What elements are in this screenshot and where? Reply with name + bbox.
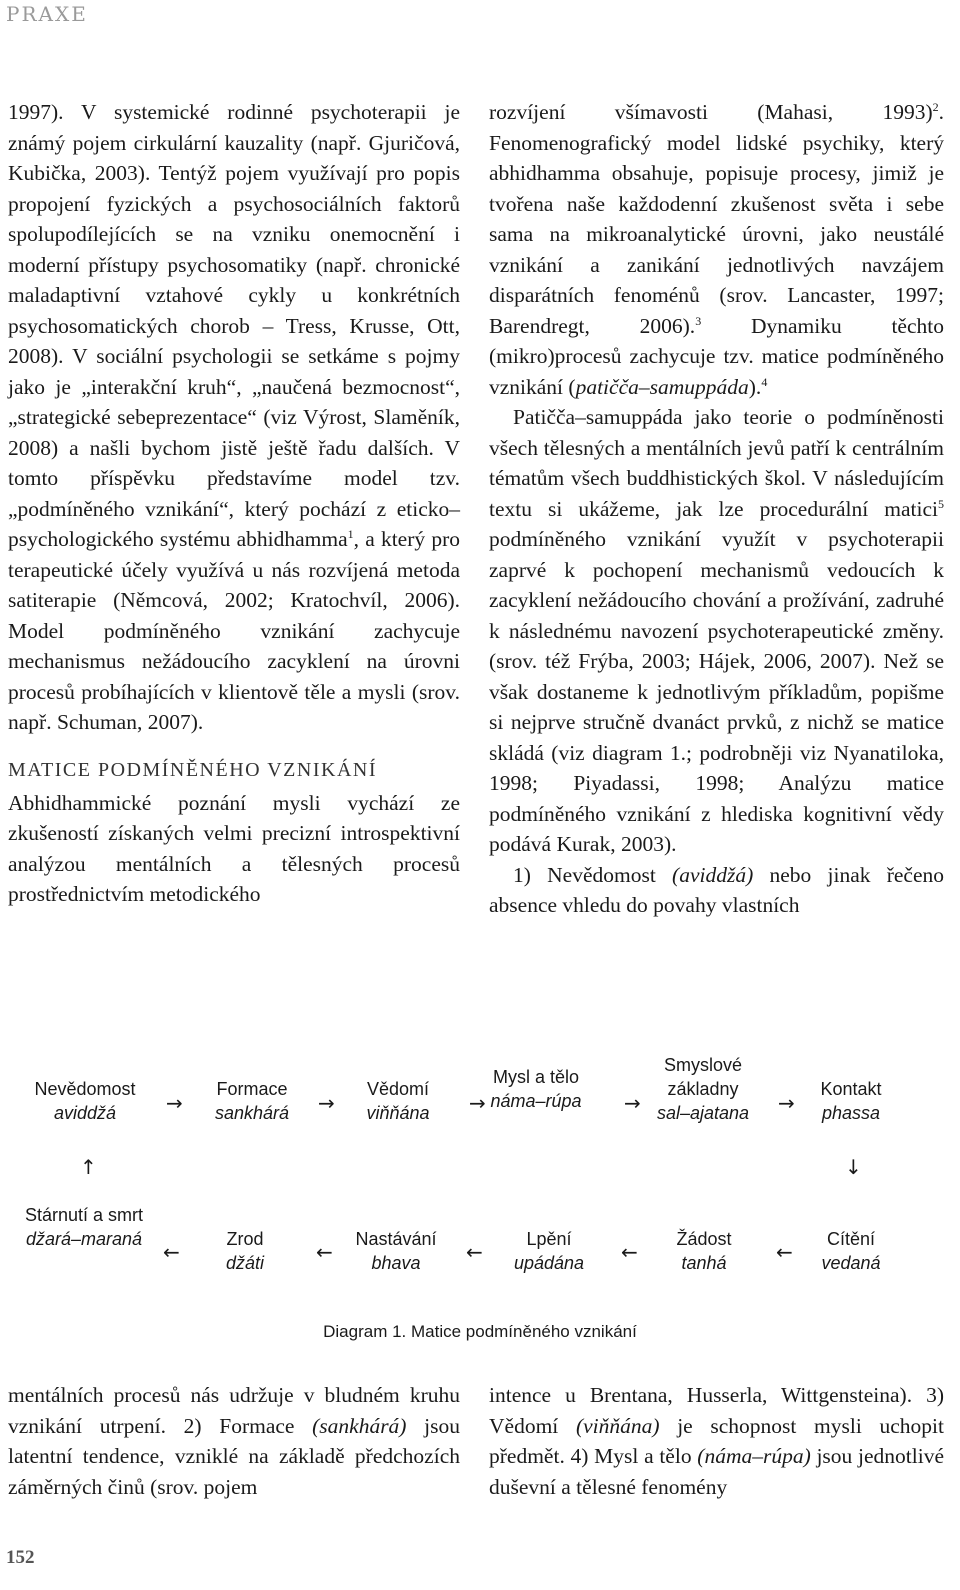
- node-nastavani: Nastávání bhava: [355, 1229, 437, 1273]
- arrow-up-icon: ↑: [80, 1155, 97, 1179]
- node-citeni: Cítění vedaná: [821, 1229, 881, 1273]
- paragraph: 1997). V systemické rodinné psychoterapii je známý pojem cirkulární kauzality (např. Gjuričová, Kubička, 2003). Tentýž pojem využívají pro popis propojení fyzických a psychosociálních faktorů spolupodílejících se na vzniku onemocnění i moderní přístupy psychosomatiky (např. chronické maladaptivní vztahové cykly u konkrétních psychosomatických chorob – Tress, Krusse, Ott, 2008). V sociální psychologii se setkáme s pojmy jako je „interakční kruh“, „naučená bezmocnost“, „strategické sebeprezentace“ (viz Výrost, Slaměník, 2008) a našli bychom jistě ještě řadu dalších. V tomto příspěvku představíme model tzv. „podmíněného vznikání“, který pochází z eticko–psychologického systému abhidhamma$^1$, a který pro terapeutické účely využívá u nás rozvíjená metoda satiterapie (Němcová, 2002; Kratochvíl, 2006). Model podmíněného vznikání zachycuje mechanismus nežádoucího zacyklení na úrovni procesů probíhajících v klientově těle a mysli (srov. např. Schuman, 2007).: [8, 100, 460, 734]
- right-column-top: [489, 97, 944, 921]
- arrow-right-icon: →: [624, 1091, 641, 1115]
- node-mysl-a-telo: Mysl a tělo náma–rúpa: [490, 1067, 582, 1111]
- arrow-left-icon: ←: [316, 1240, 333, 1264]
- right-column-bottom: [489, 1380, 944, 1502]
- node-starnuti-a-smrt: Stárnutí a smrt džará–maraná: [24, 1205, 144, 1249]
- paragraph: rozvíjení všímavosti (Mahasi, 1993)$^2$. Fenomenografický model lidské psychiky, který abhidhamma obsahuje, popisuje procesy, jimiž je tvořena naše každodenní zkušenost světa i sebe sama na mikroanalytické úrovni, jako neustálé vznikání a zanikání jednotlivých navzájem disparátních fenoménů (srov. Lancaster, 1997; Barendregt, 2006).$^3$ Dynamiku těchto (mikro)procesů zachycuje tzv. matice podmíněného vznikání (patičča–samuppáda).$^4$: [489, 99, 944, 399]
- node-smyslove-zakladny: Smyslové základny sal–ajatana: [656, 1055, 750, 1123]
- node-nevedomost: Nevědomost aviddžá: [34, 1079, 136, 1123]
- arrow-right-icon: →: [778, 1091, 795, 1115]
- footnote-ref-3[interactable]: 3: [695, 313, 702, 328]
- arrow-right-icon: →: [469, 1091, 486, 1115]
- footnote-ref-4[interactable]: 4: [761, 374, 768, 389]
- node-zrod: Zrod džáti: [225, 1229, 265, 1273]
- arrow-left-icon: ←: [621, 1240, 638, 1264]
- diagram-caption: Diagram 1. Matice podmíněného vznikání: [323, 1322, 637, 1341]
- paragraph: mentálních procesů nás udržuje v bludném kruhu vznikání utrpení. 2) Formace (sankhárá) jsou latentní tendence, vzniklé na základě předchozích záměrných činů (srov. pojem: [8, 1383, 460, 1499]
- paragraph: intence u Brentana, Husserla, Wittgensteina). 3) Vědomí (viňňána) je schopnost mysli uchopit předmět. 4) Mysl a tělo (náma–rúpa) jsou jednotlivé duševní a tělesné fenomény: [489, 1383, 944, 1499]
- arrow-left-icon: ←: [163, 1240, 180, 1264]
- node-formace: Formace sankhárá: [214, 1079, 290, 1123]
- arrow-right-icon: →: [318, 1091, 335, 1115]
- left-column-bottom: [8, 1380, 460, 1502]
- arrow-left-icon: ←: [466, 1240, 483, 1264]
- node-zadost: Žádost tanhá: [676, 1229, 732, 1273]
- node-vedomi: Vědomí viňňána: [366, 1079, 430, 1123]
- arrow-left-icon: ←: [776, 1240, 793, 1264]
- page-number: 152: [6, 1547, 35, 1568]
- section-label: PRAXE: [6, 2, 88, 26]
- paragraph: Abhidhammické poznání mysli vychází ze zkušeností získaných velmi precizní introspektivní analýzou mentálních a tělesných procesů prostřednictvím metodického: [8, 790, 460, 906]
- node-lpeni: Lpění upádána: [513, 1229, 585, 1273]
- paragraph: 1) Nevědomost (aviddžá) nebo jinak řečeno absence vhledu do povahy vlastních: [489, 862, 944, 917]
- paragraph: Patičča–samuppáda jako teorie o podmíněnosti všech tělesných a mentálních jevů patří k centrálním tématům všech buddhistických škol. V následujícím textu si ukážeme, jak lze procedurální matici$^5$ podmíněného vznikání využít v psychoterapii zaprvé k pochopení mechanismů vedoucích k zacyklení nežádoucího chování a prožívání, zadruhé k následnému navození psychoterapeutické změny. (srov. též Frýba, 2003; Hájek, 2006, 2007). Než se však dostaneme k jednotlivým příkladům, popišme si nejprve stručně dvanáct prvků, z nichž se matice skládá (viz diagram 1.; podrobněji viz Nyanatiloka, 1998; Piyadassi, 1998; Analýzu matice podmíněného vznikání z hlediska kognitivní vědy podává Kurak, 2003).: [489, 405, 944, 856]
- node-kontakt: Kontakt phassa: [820, 1079, 882, 1123]
- footnote-ref-1[interactable]: 1: [347, 526, 354, 541]
- section-heading: MATICE PODMÍNĚNÉHO VZNIKÁNÍ: [8, 758, 377, 781]
- footnote-ref-2[interactable]: 2: [932, 99, 939, 114]
- footnote-ref-5[interactable]: 5: [938, 496, 944, 511]
- arrow-down-icon: ↓: [845, 1155, 862, 1179]
- diagram-matrix: [0, 1045, 960, 1355]
- arrow-right-icon: →: [166, 1091, 183, 1115]
- left-column-top: [8, 97, 460, 910]
